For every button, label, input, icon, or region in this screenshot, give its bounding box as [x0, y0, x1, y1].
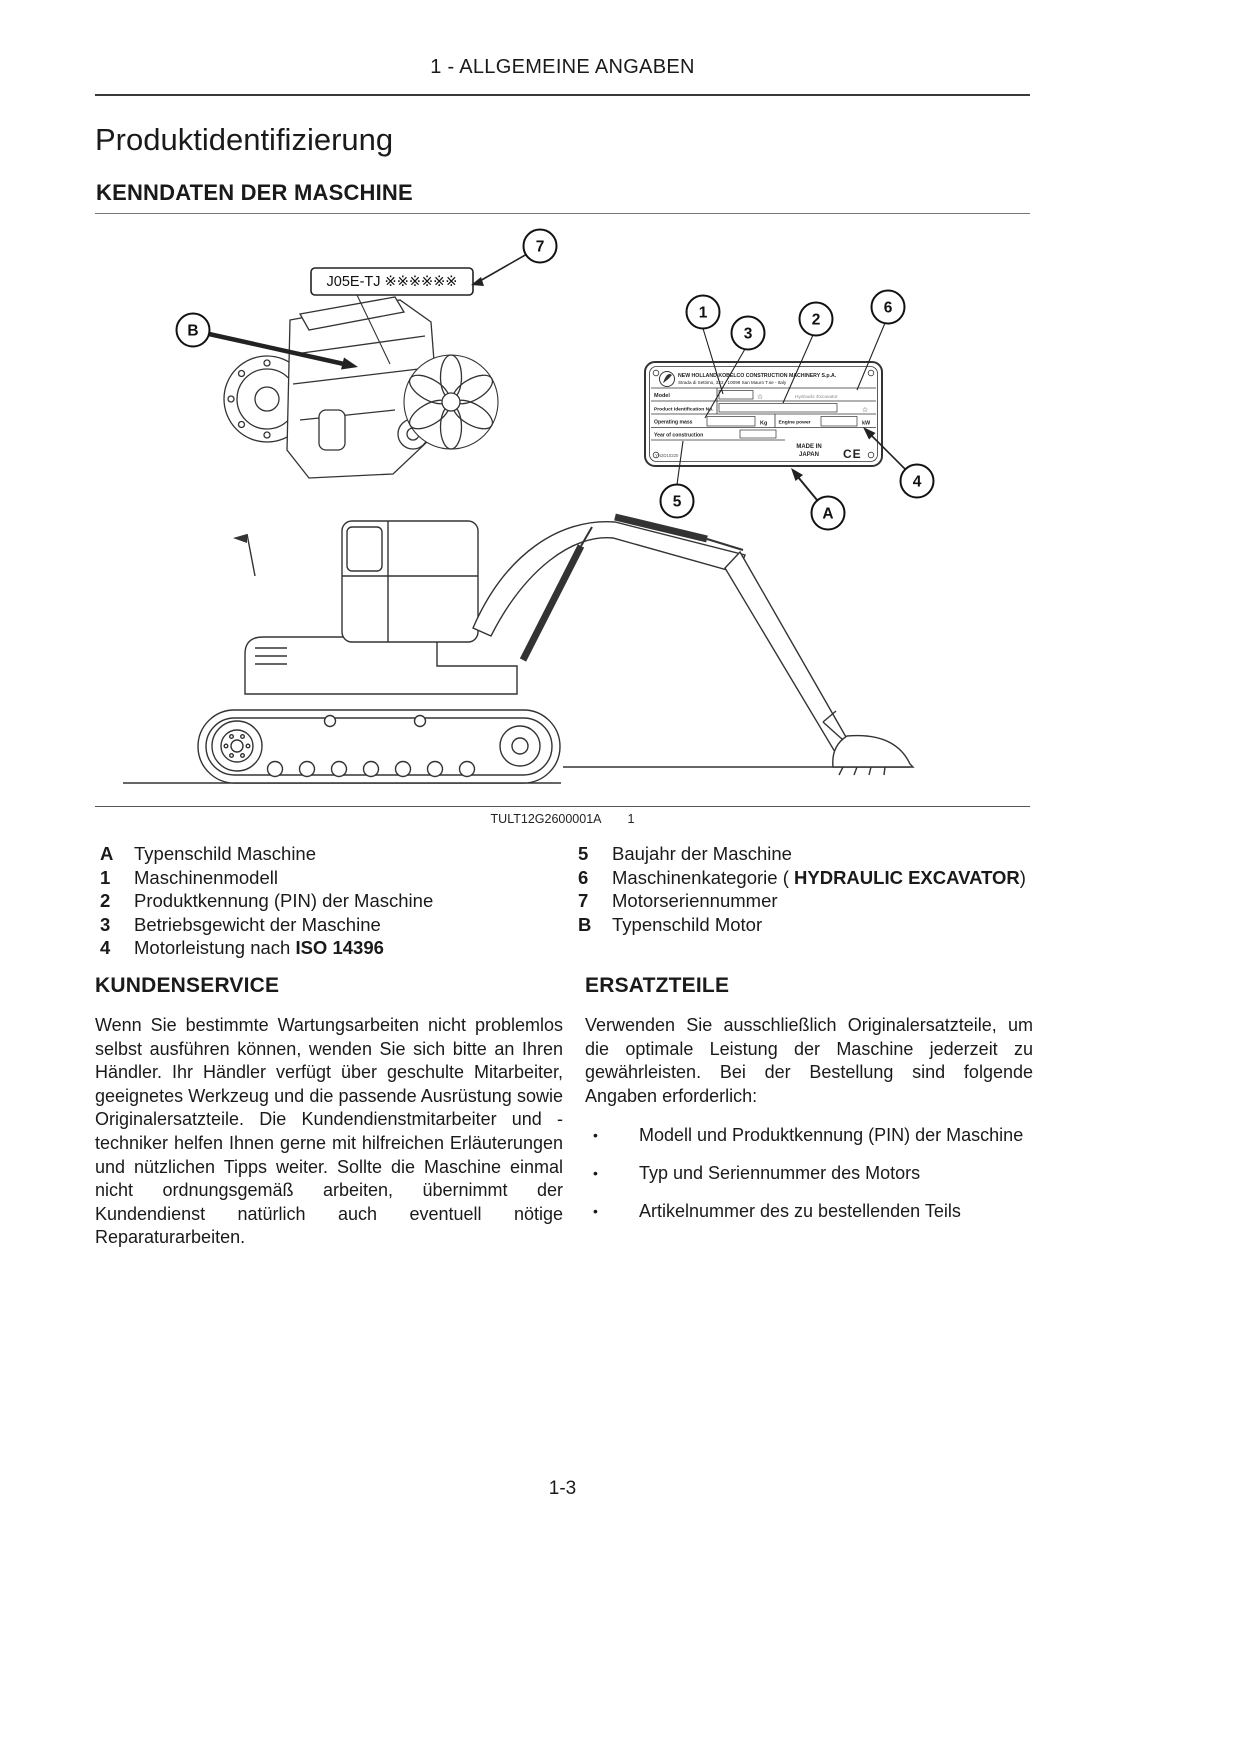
upper-body — [245, 637, 517, 694]
ersatzteile-heading: ERSATZTEILE — [585, 974, 730, 997]
ce-mark-icon: CE — [843, 447, 862, 461]
model-label: Model — [654, 393, 670, 399]
bucket — [833, 736, 913, 767]
mass-unit: Kg — [760, 420, 768, 427]
bullet-icon: • — [593, 1202, 598, 1219]
page-header: 1 - ALLGEMEINE ANGABEN — [430, 56, 695, 78]
ersatzteile-section — [585, 974, 1033, 1237]
figure-svg — [95, 224, 1030, 804]
power-label: Engine power — [778, 420, 811, 426]
legend-item: 3 Betriebsgewicht der Maschine — [100, 913, 381, 935]
country-text: JAPAN — [799, 452, 819, 458]
idler-wheel — [500, 726, 540, 766]
made-in-text: MADE IN — [796, 444, 822, 450]
engine-serial-text: J05E-TJ ※※※※※※ — [326, 274, 458, 290]
bullet-icon: • — [593, 1127, 598, 1144]
callout-1 — [687, 296, 720, 329]
drive-sprocket — [212, 721, 262, 771]
kundenservice-body: Wenn Sie bestimmte Wartungsarbeiten nicht problemlos selbst ausführen können, wenden Sie sich bitte an Ihren Händler. Ihr Händler verfügt über geschulte Mitarbeiter, geeignetes Werkzeug und die passende Ausrüstung sowie Originalersatzteile. Die Kundendienstmitarbeiter und -techniker helfen Ihnen gerne mit hilfreichen Erläuterungen und nützlichen Tipps weiter. Sollte die Maschine einmal nicht ordnungsgemäß arbeiten, übernimmt der Kundendienst natürlich auch eventuell nötige Reparaturarbeiten. — [95, 1015, 563, 1248]
caption-code: TULT12G2600001A — [490, 812, 602, 826]
plate-part-code: YN2D10220 — [655, 453, 679, 458]
callout-A — [812, 497, 845, 530]
star-icon: ☆ — [861, 407, 869, 414]
legend-item: 7 Motorseriennummer — [578, 890, 778, 911]
callout-4 — [901, 465, 934, 498]
cab — [342, 521, 478, 642]
bullet-item: • Artikelnummer des zu bestellenden Teils — [585, 1200, 1033, 1224]
callout-5 — [661, 485, 694, 518]
machine-nameplate — [645, 362, 882, 466]
figure-caption — [95, 812, 1030, 826]
kundenservice-heading: KUNDENSERVICE — [95, 974, 280, 997]
section-rule — [95, 213, 1030, 214]
svg-text:5: 5 — [672, 493, 682, 511]
svg-text:4: 4 — [912, 473, 922, 491]
bullet-item: • Typ und Seriennummer des Motors — [585, 1162, 1033, 1186]
arrowhead — [791, 468, 803, 481]
legend-item: 6 Maschinenkategorie ( HYDRAULIC EXCAVATOR) — [578, 866, 1026, 888]
pin-label: Product Identification No. — [654, 407, 714, 413]
legend-item: B Typenschild Motor — [578, 913, 763, 935]
arm — [725, 552, 850, 752]
nameplate-brand: NEW HOLLAND KOBELCO CONSTRUCTION MACHINERY S.p.A. — [678, 373, 837, 379]
page-title: Produktidentifizierung — [95, 122, 394, 157]
svg-text:2: 2 — [811, 311, 821, 329]
legend-item: 5 Baujahr der Maschine — [578, 843, 792, 864]
year-label: Year of construction — [654, 432, 704, 439]
nameplate-address: Strada di Settimo, 323 - 10099 San Mauro T.se - Italy — [678, 380, 787, 385]
svg-text:A: A — [822, 505, 834, 523]
svg-text:1: 1 — [698, 304, 708, 322]
callout-2 — [800, 303, 833, 336]
oil-filter — [319, 410, 345, 450]
header-rule — [95, 94, 1030, 96]
page-footer: 1-3 — [548, 1478, 577, 1499]
ersatzteile-bullet-list — [585, 1124, 1033, 1223]
star-icon: ☆ — [756, 394, 764, 401]
power-unit: kW — [862, 420, 871, 427]
legend-item: 4 Motorleistung nach ISO 14396 — [100, 937, 384, 958]
callout-B — [177, 314, 210, 347]
caption-number: 1 — [627, 812, 635, 826]
legend-left-column — [100, 842, 550, 960]
svg-text:3: 3 — [743, 325, 753, 343]
engine-illustration — [224, 297, 498, 478]
svg-text:7: 7 — [535, 238, 545, 256]
callout-6 — [872, 291, 905, 324]
legend-item: A Typenschild Maschine — [100, 843, 317, 864]
legend-right-column — [578, 842, 1038, 936]
model-value: Hydraulic Excavator — [795, 395, 838, 400]
svg-text:B: B — [187, 322, 199, 340]
excavator-illustration — [123, 517, 913, 783]
callout-3 — [732, 317, 765, 350]
ersatzteile-intro: Verwenden Sie ausschließlich Originalersatzteile, um die optimale Leistung der Maschine jederzeit zu gewährleisten. Bei der Bestellung sind folgende Angaben erforderlich: — [585, 1015, 1033, 1106]
section-heading: KENNDATEN DER MASCHINE — [96, 180, 413, 205]
bullet-icon: • — [593, 1164, 598, 1181]
antenna — [247, 534, 255, 576]
figure-rule — [95, 806, 1030, 807]
kundenservice-section — [95, 974, 563, 1250]
svg-text:6: 6 — [883, 299, 893, 317]
cooling-fan — [404, 355, 498, 449]
legend-item: 2 Produktkennung (PIN) der Maschine — [100, 890, 434, 911]
callout-7 — [524, 230, 557, 263]
mass-label: Operating mass — [654, 419, 693, 426]
figure-machine-identification — [95, 224, 1030, 804]
legend-item: 1 Maschinenmodell — [100, 866, 278, 888]
bullet-item: • Modell und Produktkennung (PIN) der Maschine — [585, 1124, 1033, 1148]
